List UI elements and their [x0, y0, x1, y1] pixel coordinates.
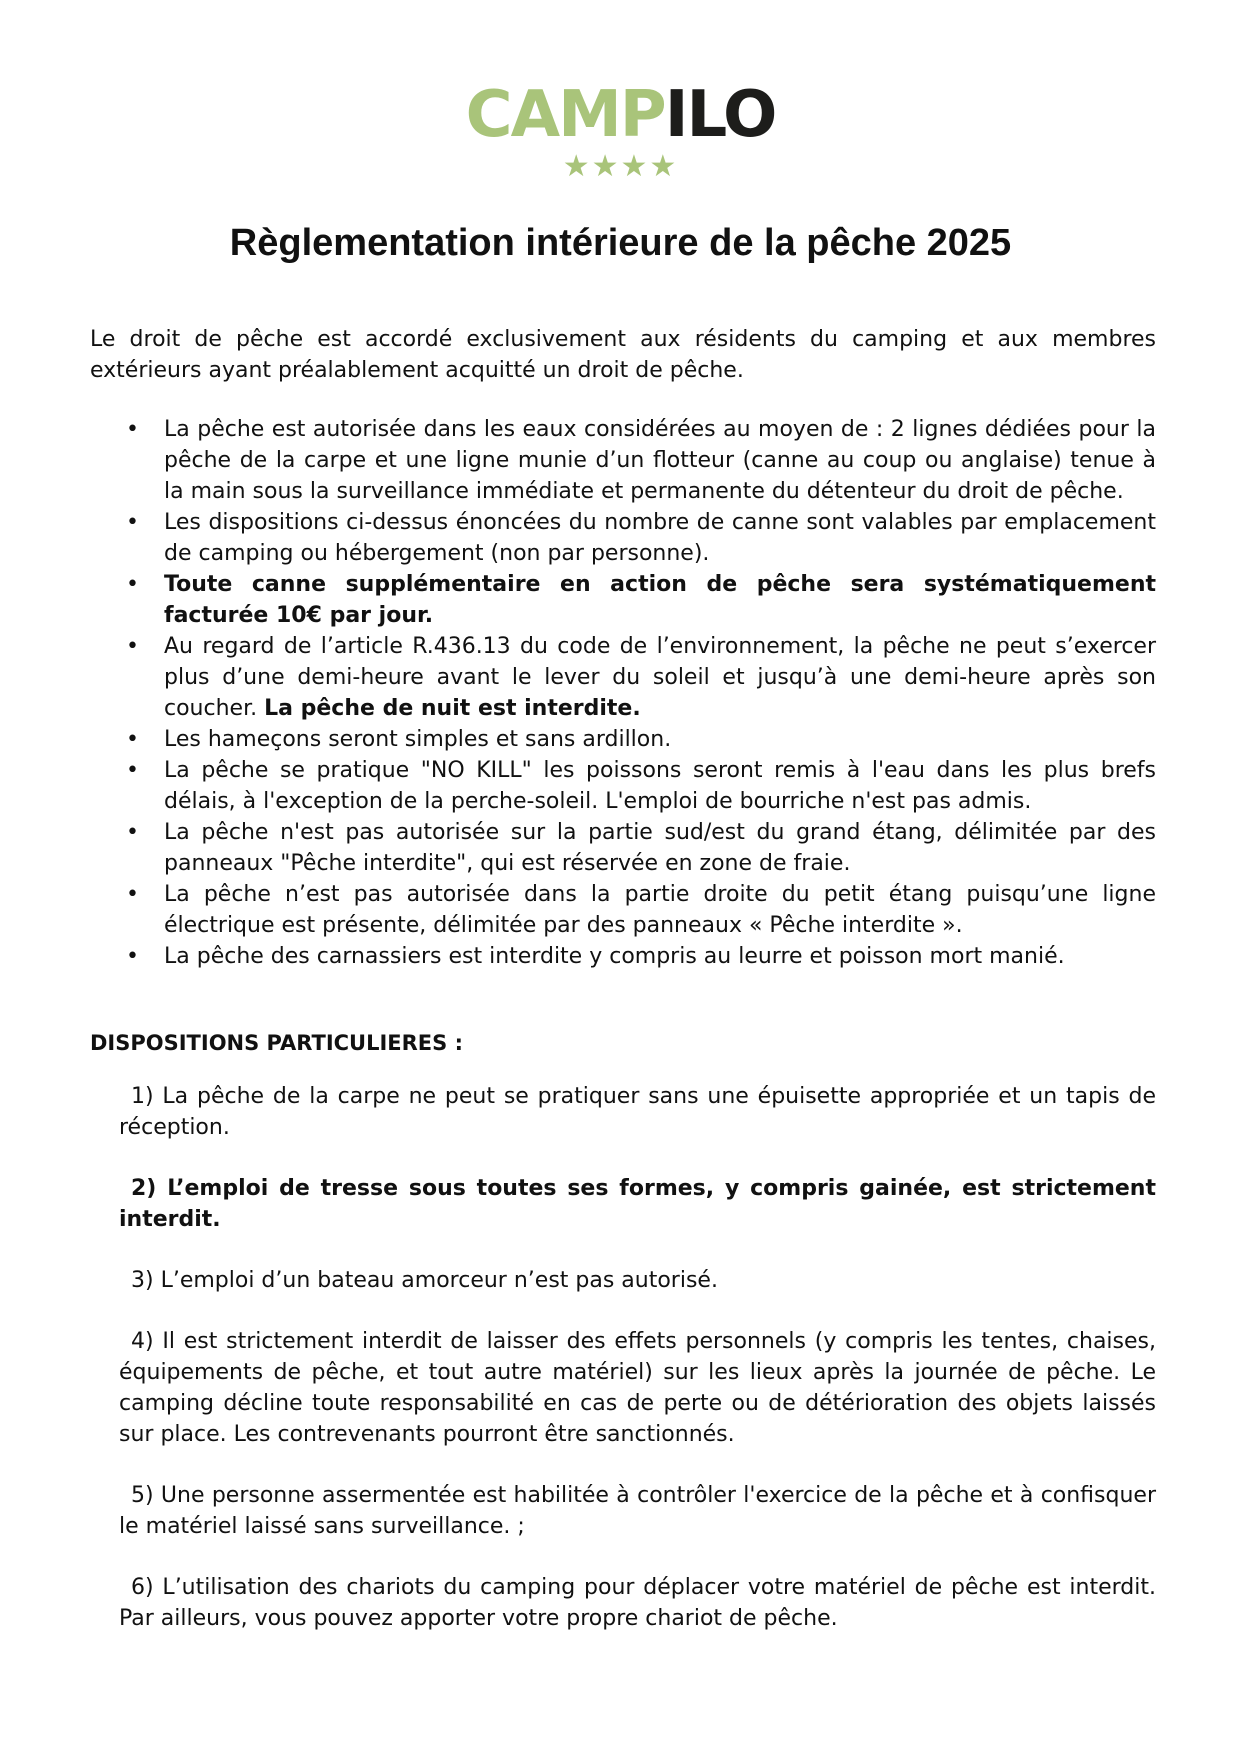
- intro-paragraph: Le droit de pêche est accordé exclusivement aux résidents du camping et aux membres extérieurs ayant préalablement acquitté un droit de pêche.: [90, 327, 1156, 383]
- rule-item: [164, 414, 1156, 507]
- disposition-text: 4) Il est strictement interdit de laisser des effets personnels (y compris les tentes, chaises, équipements de pêche, et tout autre matériel) sur les lieux après la journée de pêche. Le camping décline toute responsabilité en cas de perte ou de détérioration des objets laissés sur place. Les contrevenants pourront être sanctionnés.: [119, 1329, 1156, 1447]
- campilo-logo: [0, 80, 1241, 182]
- disposition-item: [119, 1265, 1156, 1296]
- disposition-bold-text: 2) L’emploi de tresse sous toutes ses formes, y compris gainée, est strictement interdit.: [119, 1176, 1156, 1232]
- disposition-text: 1) La pêche de la carpe ne peut se pratiquer sans une épuisette appropriée et un tapis de réception.: [119, 1084, 1156, 1140]
- page-title: Règlementation intérieure de la pêche 2025: [229, 222, 1012, 264]
- rule-item: [164, 941, 1156, 972]
- rule-text: La pêche n’est pas autorisée dans la partie droite du petit étang puisqu’une ligne électrique est présente, délimitée par des panneaux « Pêche interdite ».: [164, 882, 1156, 938]
- rule-item: [164, 569, 1156, 631]
- logo-part-camp: CAMP: [465, 78, 665, 152]
- rule-item: [164, 755, 1156, 817]
- disposition-item: [119, 1081, 1156, 1143]
- logo-part-ilo: ILO: [664, 78, 776, 152]
- disposition-text: 6) L’utilisation des chariots du camping pour déplacer votre matériel de pêche est interdit. Par ailleurs, vous pouvez apporter votre propre chariot de pêche.: [119, 1575, 1156, 1631]
- rule-text: La pêche n'est pas autorisée sur la partie sud/est du grand étang, délimitée par des panneaux "Pêche interdite", qui est réservée en zone de fraie.: [164, 820, 1156, 876]
- rule-text: Les hameçons seront simples et sans ardillon.: [164, 727, 672, 752]
- rule-item: [164, 631, 1156, 724]
- rules-list: [90, 414, 1156, 972]
- rule-item: [164, 724, 1156, 755]
- four-stars-icon: ★★★★: [562, 149, 679, 184]
- disposition-item: [119, 1173, 1156, 1235]
- section-heading-dispositions: DISPOSITIONS PARTICULIERES :: [90, 1031, 463, 1055]
- disposition-text: 5) Une personne assermentée est habilitée à contrôler l'exercice de la pêche et à confisquer le matériel laissé sans surveillance. ;: [119, 1483, 1156, 1539]
- disposition-text: 3) L’emploi d’un bateau amorceur n’est pas autorisé.: [131, 1268, 718, 1293]
- disposition-item: [119, 1480, 1156, 1542]
- rule-text: Les dispositions ci-dessus énoncées du nombre de canne sont valables par emplacement de camping ou hébergement (non par personne).: [164, 510, 1156, 566]
- disposition-item: [119, 1326, 1156, 1450]
- logo-wordmark: [0, 80, 1241, 150]
- rule-item: [164, 817, 1156, 879]
- dispositions-list: [90, 1081, 1156, 1634]
- rule-item: [164, 879, 1156, 941]
- rule-bold-text: Toute canne supplémentaire en action de pêche sera systématiquement facturée 10€ par jour.: [164, 572, 1156, 628]
- rule-text: La pêche est autorisée dans les eaux considérées au moyen de : 2 lignes dédiées pour la pêche de la carpe et une ligne munie d’un flotteur (canne au coup ou anglaise) tenue à la main sous la surveillance immédiate et permanente du détenteur du droit de pêche.: [164, 417, 1156, 504]
- rule-item: [164, 507, 1156, 569]
- disposition-item: [119, 1572, 1156, 1634]
- rule-text: La pêche des carnassiers est interdite y compris au leurre et poisson mort manié.: [164, 944, 1065, 969]
- rule-text: La pêche se pratique "NO KILL" les poissons seront remis à l'eau dans les plus brefs délais, à l'exception de la perche-soleil. L'emploi de bourriche n'est pas admis.: [164, 758, 1156, 814]
- rule-text: Au regard de l’article R.436.13 du code de l’environnement, la pêche ne peut s’exercer plus d’une demi-heure avant le lever du soleil et jusqu’à une demi-heure après son coucher.: [164, 634, 1156, 721]
- document-body: [90, 324, 1156, 1664]
- rule-bold-text: La pêche de nuit est interdite.: [264, 696, 641, 721]
